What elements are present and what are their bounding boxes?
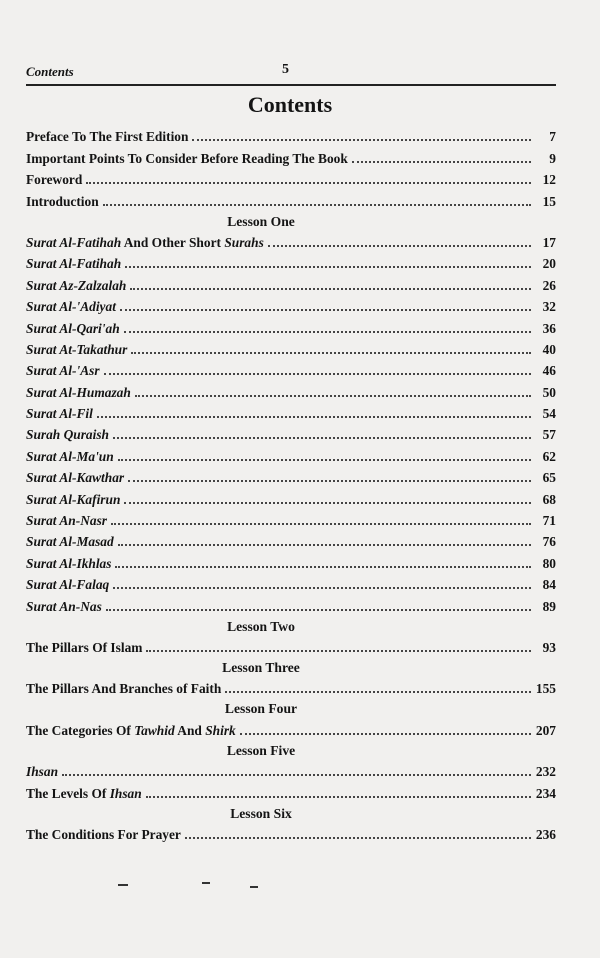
toc-entry-title: Surat Al-Ma'un xyxy=(26,448,114,464)
toc-entry xyxy=(26,717,556,738)
toc-entry xyxy=(26,358,556,379)
running-head-title: Contents xyxy=(26,64,74,79)
dot-leader xyxy=(124,502,531,504)
toc-entry-page: 207 xyxy=(535,722,556,738)
dot-leader xyxy=(113,587,531,589)
toc-entry xyxy=(26,759,556,780)
toc-entry-title: Important Points To Consider Before Reading The Book xyxy=(26,150,348,166)
toc-entry-page: 65 xyxy=(542,470,556,486)
toc-entry-page: 12 xyxy=(542,172,556,188)
toc-entry xyxy=(26,529,556,550)
toc-entry-page: 40 xyxy=(542,341,556,357)
toc-entry-page: 155 xyxy=(535,681,556,697)
toc-entry-title: The Categories Of Tawhid And Shirk xyxy=(26,722,236,738)
toc-entry-page: 54 xyxy=(542,406,556,422)
toc-entry xyxy=(26,401,556,422)
toc-entry-title: Surat Al-Masad xyxy=(26,534,114,550)
toc-entry-title: Surat Al-Humazah xyxy=(26,384,131,400)
toc-entry xyxy=(26,550,556,571)
toc-entry xyxy=(26,822,556,843)
lesson-heading-lesson-one: Lesson One xyxy=(227,213,295,229)
toc-entry-page: 93 xyxy=(542,639,556,655)
dot-leader xyxy=(268,245,531,247)
toc-entry-title: Preface To The First Edition xyxy=(26,129,189,145)
dot-leader xyxy=(352,161,531,163)
toc-entry-page: 234 xyxy=(535,785,556,801)
toc-entry xyxy=(26,508,556,529)
toc-entry xyxy=(26,230,556,251)
lesson-heading-lesson-two: Lesson Two xyxy=(227,618,295,634)
toc-entry-title: Introduction xyxy=(26,193,99,209)
toc-entry-page: 57 xyxy=(542,427,556,443)
toc-entry-title: Ihsan xyxy=(26,764,59,780)
running-head-page-number: 5 xyxy=(282,62,289,77)
lesson-heading-lesson-four: Lesson Four xyxy=(224,701,298,717)
toc-entry-title: Surat Al-'Adiyat xyxy=(26,299,116,315)
dot-leader xyxy=(120,309,531,311)
toc-entry-page: 7 xyxy=(549,129,556,145)
running-head xyxy=(26,62,556,80)
toc-entry-page: 36 xyxy=(542,320,556,336)
toc-entry-page: 9 xyxy=(549,150,556,166)
dot-leader xyxy=(130,288,531,290)
dot-leader xyxy=(97,416,531,418)
dot-leader xyxy=(240,733,531,735)
dot-leader xyxy=(118,459,531,461)
dot-leader xyxy=(225,691,531,693)
dot-leader xyxy=(135,395,531,397)
dot-leader xyxy=(128,480,531,482)
toc-entry-title: Surat An-Nasr xyxy=(26,513,107,529)
toc-entry xyxy=(26,635,556,656)
toc-entry-title: Surat Az-Zalzalah xyxy=(26,277,127,293)
toc-entry-title: The Levels Of Ihsan xyxy=(26,785,142,801)
toc-entry-title: Surat Al-Qari'ah xyxy=(26,320,120,336)
toc-entry-page: 17 xyxy=(542,234,556,250)
toc-entry-page: 46 xyxy=(542,363,556,379)
toc-entry-title: Foreword xyxy=(26,172,83,188)
toc-entry xyxy=(26,188,556,209)
toc-entry-page: 76 xyxy=(542,534,556,550)
toc-entry-page: 84 xyxy=(542,577,556,593)
toc-entry-page: 50 xyxy=(542,384,556,400)
toc-entry-title: Surat Al-Falaq xyxy=(26,577,110,593)
toc-entry-page: 32 xyxy=(542,299,556,315)
dot-leader xyxy=(62,774,531,776)
toc-entry-page: 62 xyxy=(542,448,556,464)
dot-leader xyxy=(106,609,531,611)
dot-leader xyxy=(146,796,531,798)
toc-entry xyxy=(26,676,556,697)
dot-leader xyxy=(125,266,531,268)
toc-entry-page: 80 xyxy=(542,555,556,571)
toc-entry xyxy=(26,379,556,400)
toc-entry-title: Surah Quraish xyxy=(26,427,109,443)
toc-entry xyxy=(26,422,556,443)
dot-leader xyxy=(124,331,531,333)
dot-leader xyxy=(192,139,531,141)
lesson-heading-lesson-three: Lesson Three xyxy=(222,659,300,675)
dot-leader xyxy=(115,566,531,568)
toc-entry xyxy=(26,572,556,593)
toc-entry xyxy=(26,251,556,272)
dot-leader xyxy=(86,182,531,184)
toc-entry-title: Surat An-Nas xyxy=(26,598,102,614)
dot-leader xyxy=(104,373,531,375)
lesson-heading-lesson-six: Lesson Six xyxy=(230,805,292,821)
page-title: Contents xyxy=(247,92,333,117)
table-of-contents xyxy=(26,124,556,843)
toc-entry-page: 236 xyxy=(535,826,556,842)
toc-entry xyxy=(26,294,556,315)
toc-entry-title: Surat Al-Kawthar xyxy=(26,470,125,486)
toc-entry-page: 232 xyxy=(535,764,556,780)
toc-entry-title: The Pillars Of Islam xyxy=(26,639,143,655)
toc-entry-page: 68 xyxy=(542,491,556,507)
toc-entry-title: The Conditions For Prayer xyxy=(26,826,181,842)
toc-entry-page: 89 xyxy=(542,598,556,614)
toc-entry-title: Surat Al-Ikhlas xyxy=(26,555,112,571)
toc-entry-title: Surat Al-Fatihah And Other Short Surahs xyxy=(26,234,264,250)
toc-entry xyxy=(26,337,556,358)
dot-leader xyxy=(113,437,531,439)
toc-entry-page: 15 xyxy=(542,193,556,209)
toc-entry-title: Surat Al-'Asr xyxy=(26,363,100,379)
toc-entry-title: Surat Al-Kafirun xyxy=(26,491,121,507)
dot-leader xyxy=(131,352,531,354)
toc-entry xyxy=(26,593,556,614)
toc-entry-title: Surat Al-Fil xyxy=(26,406,93,422)
toc-entry-page: 71 xyxy=(542,513,556,529)
toc-entry-title: The Pillars And Branches of Faith xyxy=(26,681,222,697)
toc-entry xyxy=(26,780,556,801)
toc-entry-title: Surat Al-Fatihah xyxy=(26,256,122,272)
dot-leader xyxy=(118,544,531,546)
toc-entry xyxy=(26,486,556,507)
dot-leader xyxy=(111,523,531,525)
dot-leader xyxy=(146,650,531,652)
toc-entry xyxy=(26,167,556,188)
toc-entry-page: 20 xyxy=(542,256,556,272)
toc-entry-title: Surat At-Takathur xyxy=(26,341,128,357)
toc-entry xyxy=(26,124,556,145)
toc-entry xyxy=(26,315,556,336)
dot-leader xyxy=(103,204,531,206)
header-rule xyxy=(26,84,556,86)
toc-entry xyxy=(26,272,556,293)
toc-entry xyxy=(26,465,556,486)
toc-entry-page: 26 xyxy=(542,277,556,293)
toc-entry xyxy=(26,443,556,464)
toc-entry xyxy=(26,145,556,166)
lesson-heading-lesson-five: Lesson Five xyxy=(226,742,296,758)
dot-leader xyxy=(185,837,531,839)
